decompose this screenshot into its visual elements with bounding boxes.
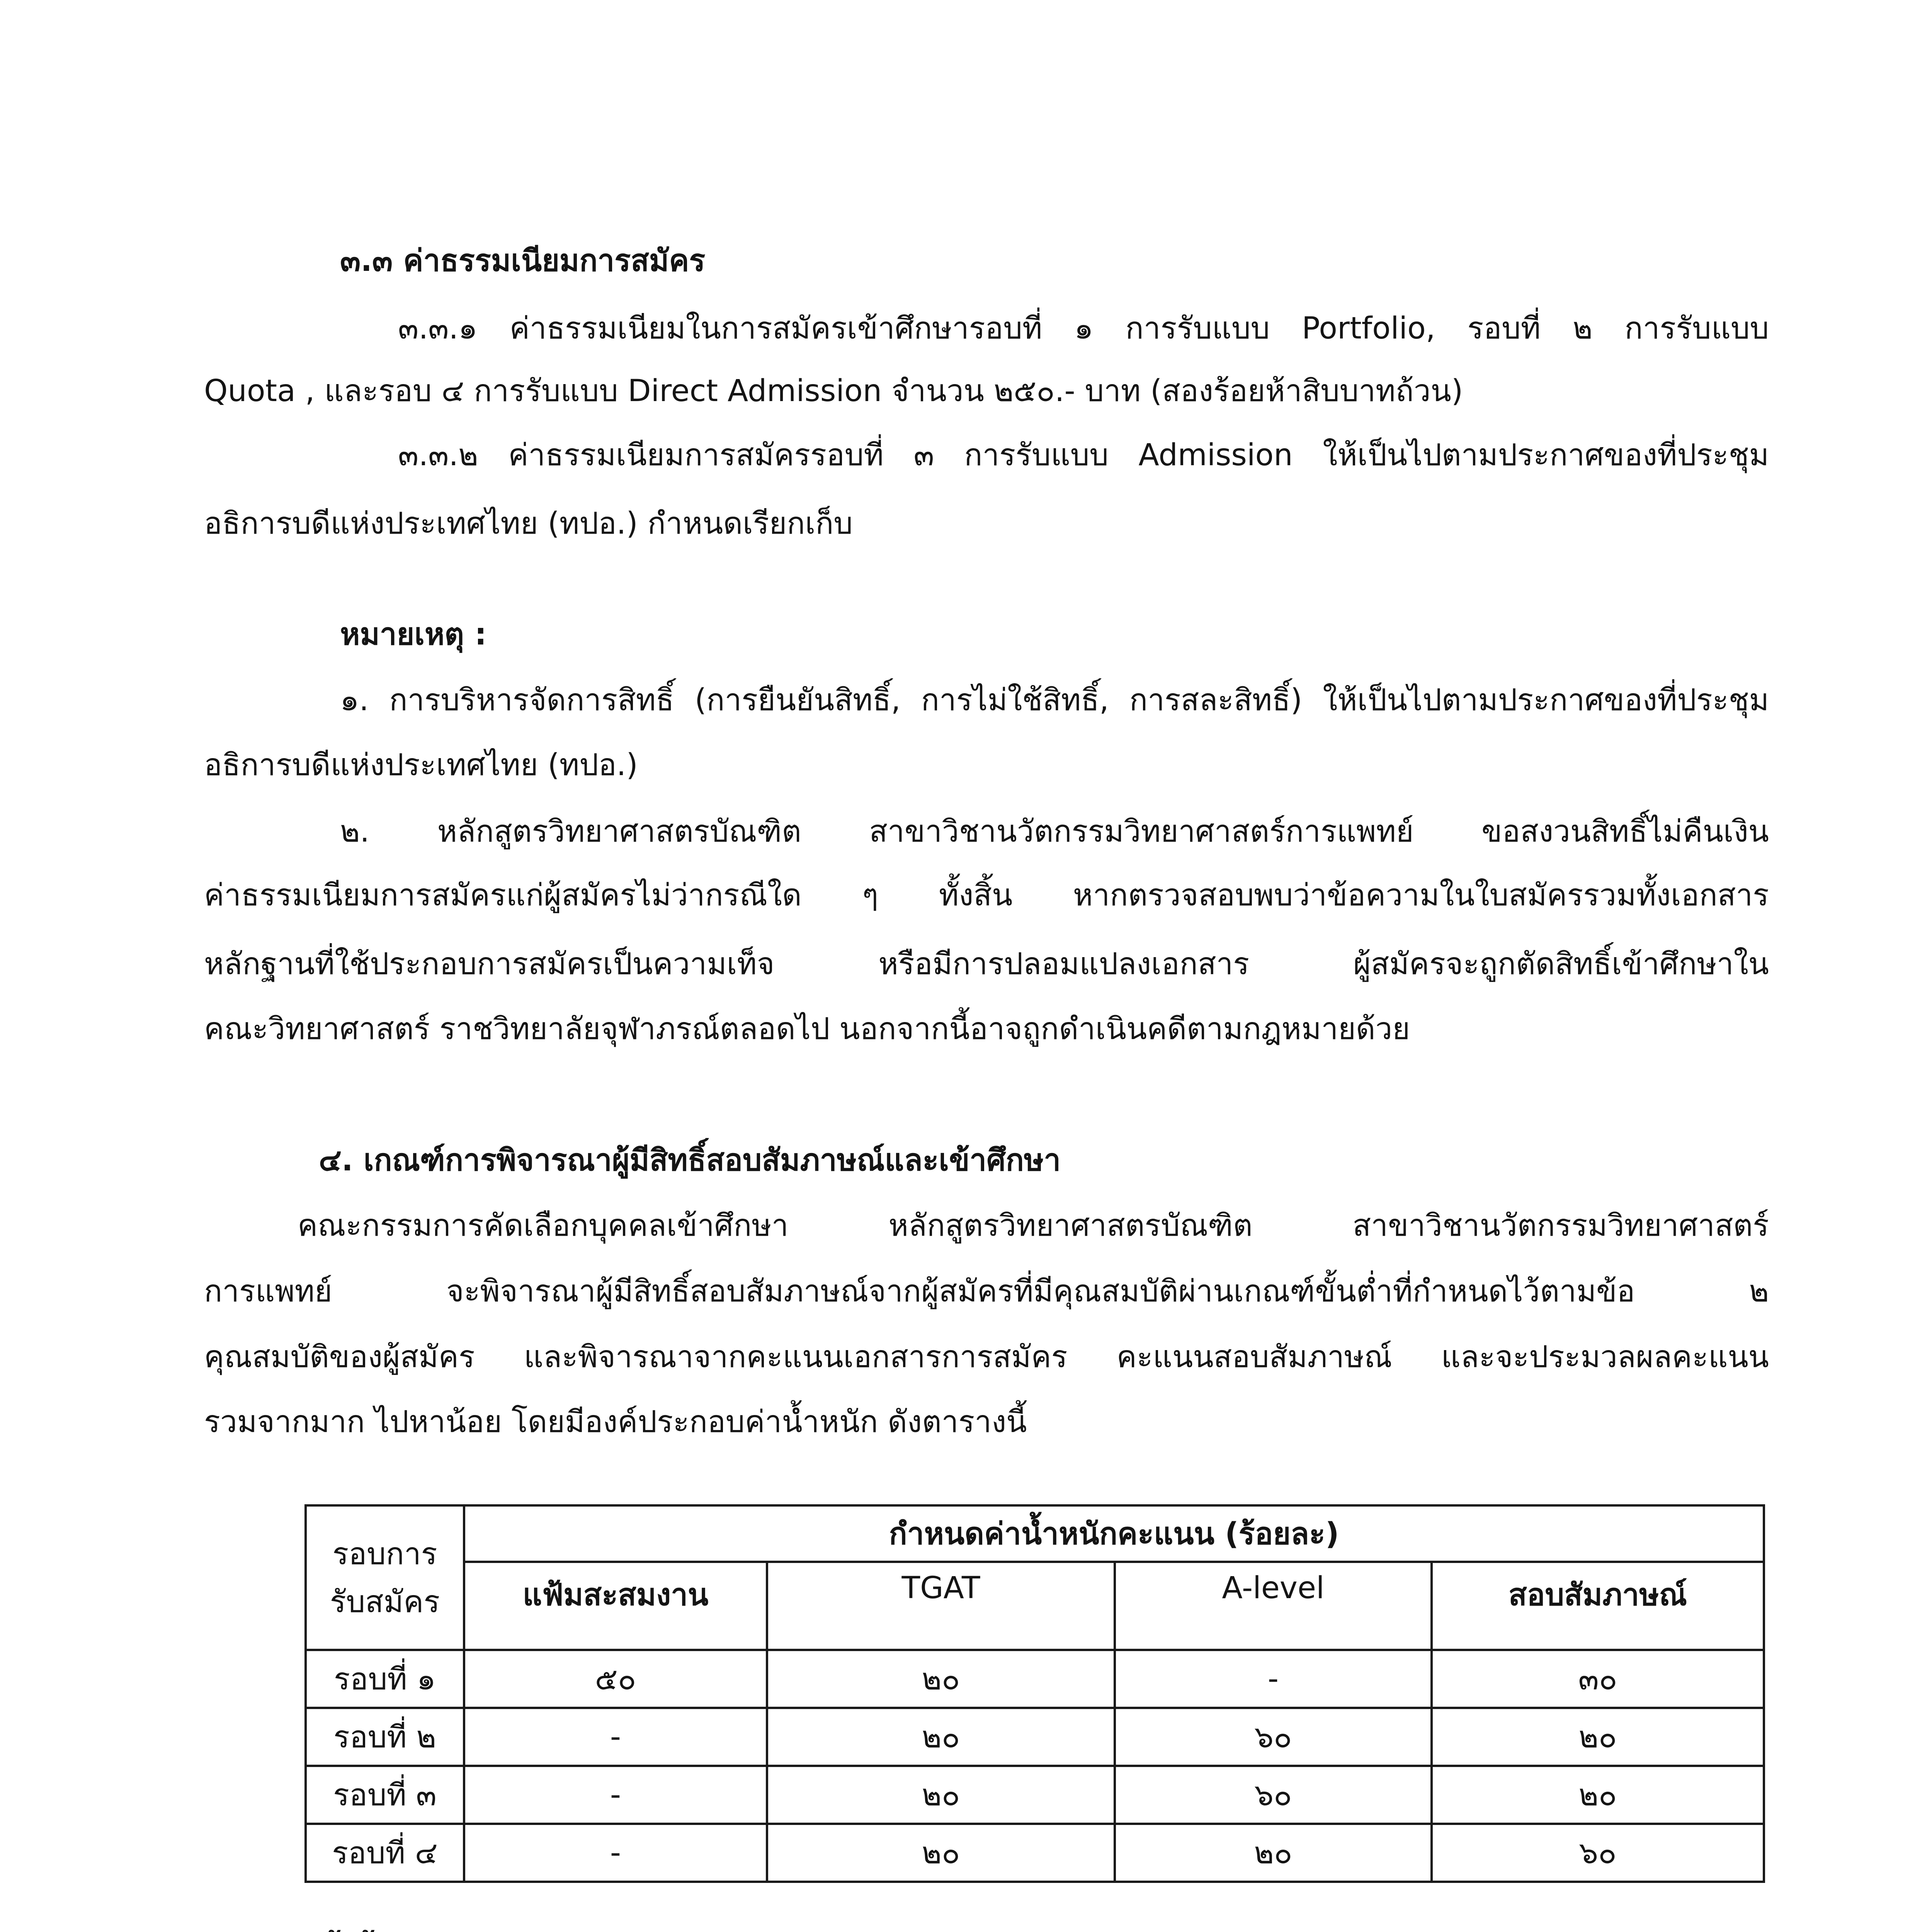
note2-line2: ค่าธรรมเนียมการสมัครแก่ผู้สมัครไม่ว่ากรณีใด ๆ ทั้งสิ้น หากตรวจสอบพบว่าข้อความในใบสมัครรวมทั้งเอกสาร: [204, 878, 1769, 913]
value-cell: ๒๐: [1115, 1824, 1432, 1882]
value-cell: ๕๐: [464, 1650, 767, 1708]
weight-table: [304, 1504, 1765, 1883]
value-cell: ๒๐: [767, 1650, 1115, 1708]
value-cell: ๒๐: [1432, 1766, 1764, 1824]
value-cell: ๖๐: [1432, 1824, 1764, 1882]
value-cell: ๒๐: [767, 1708, 1115, 1766]
value-cell: -: [464, 1824, 767, 1882]
value-cell: ๖๐: [1115, 1708, 1432, 1766]
criteria-p-line3: คุณสมบัติของผู้สมัคร และพิจารณาจากคะแนนเอกสารการสมัคร คะแนนสอบสัมภาษณ์ และจะประมวลผลคะแนน: [204, 1340, 1769, 1374]
note2-line4: คณะวิทยาศาสตร์ ราชวิทยาลัยจุฬาภรณ์ตลอดไป นอกจากนี้อาจถูกดำเนินคดีตามกฎหมายด้วย: [204, 1012, 1410, 1046]
value-cell: ๒๐: [767, 1766, 1115, 1824]
note1-line1: ๑. การบริหารจัดการสิทธิ์ (การยืนยันสิทธิ์, การไม่ใช้สิทธิ์, การสละสิทธิ์) ให้เป็นไปตามประกาศของที่ประชุม: [340, 683, 1769, 718]
round-cell: รอบที่ ๓: [306, 1766, 464, 1824]
criteria-p-line2: การแพทย์ จะพิจารณาผู้มีสิทธิ์สอบสัมภาษณ์จากผู้สมัครที่มีคุณสมบัติผ่านเกณฑ์ขั้นต่ำที่กำหนดไว้ตามข้อ ๒: [204, 1274, 1769, 1309]
col-header-interview: สอบสัมภาษณ์: [1432, 1562, 1764, 1650]
note2-line3: หลักฐานที่ใช้ประกอบการสมัครเป็นความเท็จ หรือมีการปลอมแปลงเอกสาร ผู้สมัครจะถูกตัดสิทธิ์เข้าศึกษาใน: [204, 947, 1769, 981]
closing-line1: [319, 1929, 1769, 1932]
fees-p2-line2: อธิการบดีแห่งประเทศไทย (ทปอ.) กำหนดเรียกเก็บ: [204, 506, 853, 541]
note1-line2: อธิการบดีแห่งประเทศไทย (ทปอ.): [204, 748, 638, 782]
value-cell: ๒๐: [767, 1824, 1115, 1882]
value-cell: ๓๐: [1432, 1650, 1764, 1708]
criteria-p-line4: รวมจากมาก ไปหาน้อย โดยมีองค์ประกอบค่าน้ำหนัก ดังตารางนี้: [204, 1405, 1027, 1439]
value-cell: -: [464, 1766, 767, 1824]
round-cell: รอบที่ ๔: [306, 1824, 464, 1882]
fees-p2-line1: ๓.๓.๒ ค่าธรรมเนียมการสมัครรอบที่ ๓ การรับแบบ Admission ให้เป็นไปตามประกาศของที่ประชุม: [398, 438, 1769, 473]
criteria-p-line1: คณะกรรมการคัดเลือกบุคคลเข้าศึกษา หลักสูตรวิทยาศาสตรบัณฑิต สาขาวิชานวัตกรรมวิทยาศาสตร์: [298, 1208, 1769, 1243]
criteria-heading: ๔. เกณฑ์การพิจารณาผู้มีสิทธิ์สอบสัมภาษณ์และเข้าศึกษา: [319, 1143, 1061, 1178]
fees-heading: ๓.๓ ค่าธรรมเนียมการสมัคร: [340, 243, 706, 278]
round-header-line2: รับสมัคร: [330, 1585, 440, 1619]
table-row: [306, 1824, 1764, 1882]
table-row: [306, 1650, 1764, 1708]
table-row: [306, 1766, 1764, 1824]
round-header-line1: รอบการ: [332, 1537, 437, 1571]
value-cell: ๖๐: [1115, 1766, 1432, 1824]
round-header: [306, 1505, 464, 1650]
value-cell: -: [464, 1708, 767, 1766]
table-row: [306, 1708, 1764, 1766]
value-cell: -: [1115, 1650, 1432, 1708]
fees-p1-line1: ๓.๓.๑ ค่าธรรมเนียมในการสมัครเข้าศึกษารอบที่ ๑ การรับแบบ Portfolio, รอบที่ ๒ การรับแบบ: [398, 311, 1769, 346]
note2-line1: ๒. หลักสูตรวิทยาศาสตรบัณฑิต สาขาวิชานวัตกรรมวิทยาศาสตร์การแพทย์ ขอสงวนสิทธิ์ไม่คืนเงิน: [340, 814, 1769, 849]
notes-heading: หมายเหตุ :: [340, 617, 487, 652]
fees-p1-line2: Quota , และรอบ ๔ การรับแบบ Direct Admission จำนวน ๒๕๐.- บาท (สองร้อยห้าสิบบาทถ้วน): [204, 374, 1463, 408]
value-cell: ๒๐: [1432, 1708, 1764, 1766]
round-cell: รอบที่ ๒: [306, 1708, 464, 1766]
round-cell: รอบที่ ๑: [306, 1650, 464, 1708]
col-header-portfolio: แฟ้มสะสมงาน: [464, 1562, 767, 1650]
col-header-tgat: TGAT: [767, 1562, 1115, 1650]
group-header: กำหนดค่าน้ำหนักคะแนน (ร้อยละ): [464, 1505, 1764, 1562]
col-header-alevel: A-level: [1115, 1562, 1432, 1650]
